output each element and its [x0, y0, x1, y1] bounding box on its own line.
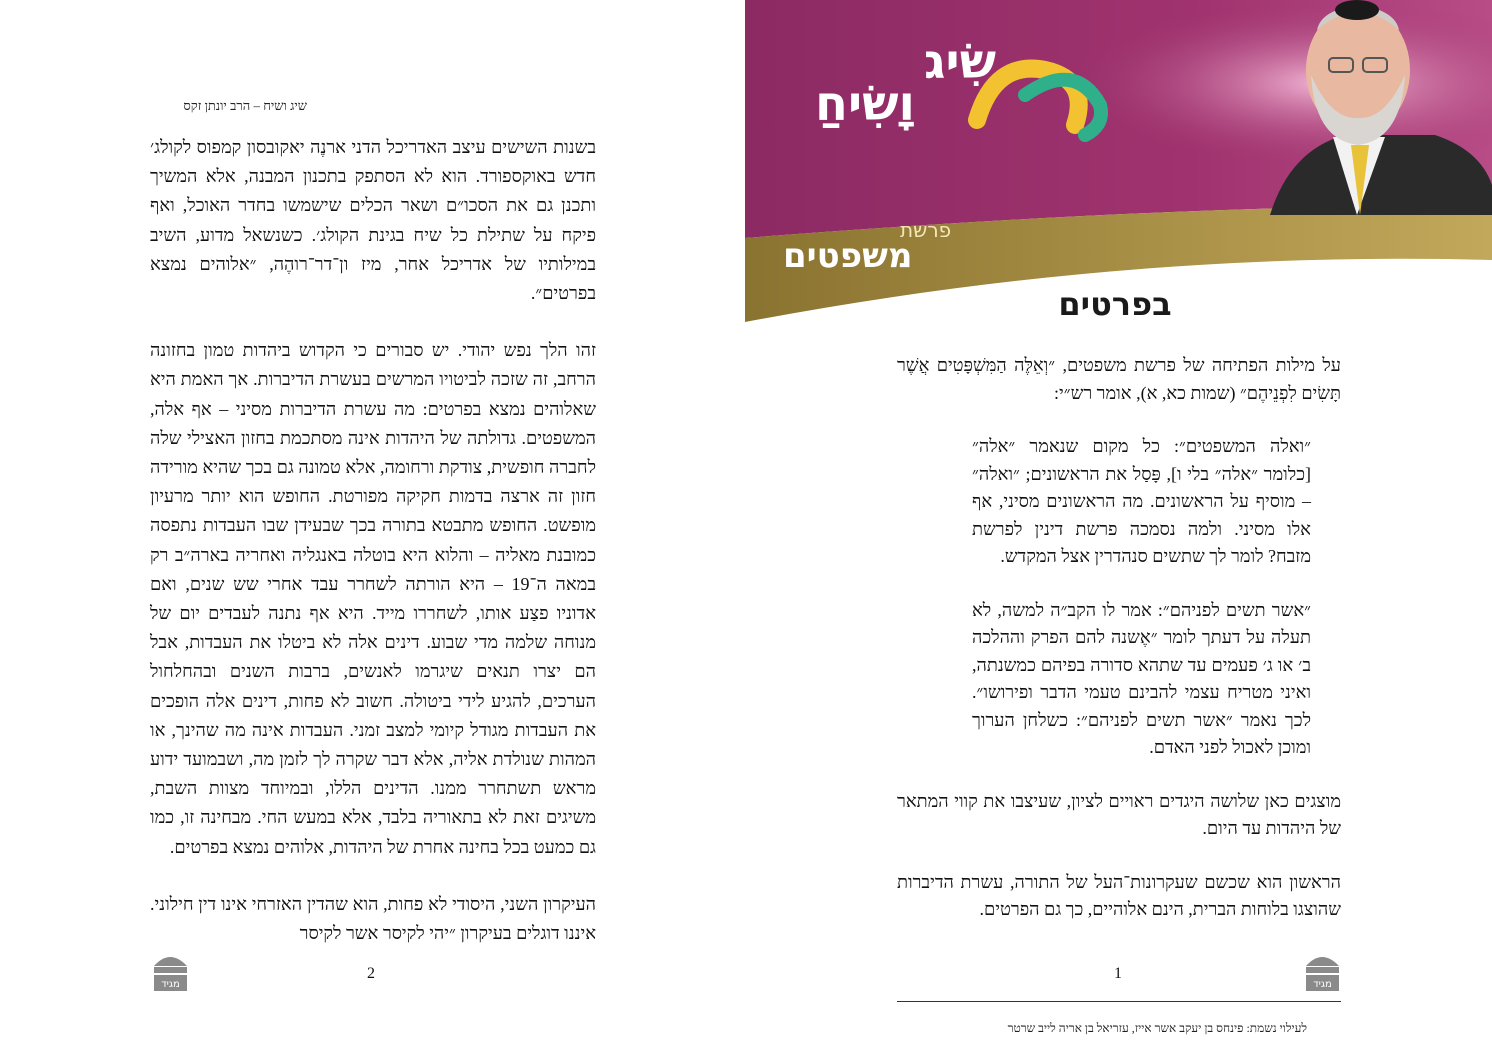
- logo-line2: וָשִׂיחַ: [815, 76, 915, 132]
- logo-text: מגיד: [1313, 979, 1332, 990]
- right-page-body: [897, 352, 1341, 950]
- footer-divider: [897, 1001, 1341, 1002]
- left-paragraph-2: זהו הלך נפש יהודי. יש סבורים כי הקדוש ביהדות טמון בחזונה הרחב, זה שזכה לביטויו המרשים בעשרת הדיברות. אך האמת היא שאלוהים נמצא בפרטים: מה עשרת הדיברות מסיני – אף אלה, המשפטים. גדולתה של היהדות אינה מסתכמת בחזון האצילי שלה לחברה חופשית, צודקת ורחומה, אלא טמונה גם בכך שהיא מורידה חזון זה ארצה בדמות חקיקה מפורטת. החופש הוא יותר מרעיון מופשט. החופש מתבטא בתורה בכך שבעידן שבו העבדות נתפסה כמובנת מאליה – והלוא היא בוטלה באנגליה ואחריה בארה״ב רק במאה ה־19 – היא הורתה לשחרר עבד אחרי שש שנים, ואם אדוניו פצַע אותו, לשחררו מייד. היא אף נתנה לעבדים יום של מנוחה שלמה מדי שבוע. דינים אלה לא ביטלו את העבדות, אבל הם יצרו תנאים שיגרמו לאנשים, ברבות השנים ובהחלחול הערכים, להגיע לידי ביטולה. חשוב לא פחות, דינים אלה הופכים את העבדות מגודל קיומי למצב זמני. העבדות אינה מה שהינך, או המהות שנולדת אליה, אלא דבר שקרה לך לזמן מה, ושבמועד ידוע מראש תשתחרר ממנו. הדינים הללו, ובמיוחד מצוות השבת, משיגים זאת לא בתאוריה בלבד, אלא במעש החי. מבחינה זו, כמו גם כמעט בכל בחינה אחרת של היהדות, אלוהים נמצא בפרטים.: [150, 340, 596, 857]
- logo-line1: שִׂיג: [924, 34, 996, 90]
- parsha-label: פרשת: [900, 218, 952, 242]
- dedication-note: לעילוי נשמת: פינחס בן יעקב אשר אייז, עזריאל בן אריה לייב שרטר: [1007, 1021, 1307, 1035]
- parsha-name: משפטים: [783, 236, 913, 276]
- rashi-quote-1: ״ואלה המשפטים״: כל מקום שנאמר ״אלה״ [כלומר ״אלה״ בלי ו], פָּסַל את הראשונים; ״ואלה״ – מוסיף על הראשונים. מה הראשונים מסיני, אף אלו מסיני. ולמה נסמכה פרשת דינין לפרשת מזבח? לומר לך שתשים סנהדרין אצל המקדש.: [972, 436, 1311, 566]
- page-title: בפרטים: [1058, 285, 1172, 323]
- right-page: [745, 0, 1492, 1058]
- left-page: [0, 0, 745, 1058]
- left-paragraph-1: בשנות השישים עיצב האדריכל הדני ארנֶה יאקובסון קמפוס לקולג׳ חדש באוקספורד. הוא לא הסתפק בתכנון המבנה, אלא המשיך ותכנן גם את הסכו״ם ושאר הכלים שישמשו בחדר האוכל, ואף פיקח על שתילת כל שיח בגינת הקולג׳. כשנשאל מדוע, השיב במילותיו של אדריכל אחר, מיז ון־דר־רוהֶה, ״אלוהים נמצא בפרטים״.: [150, 137, 596, 304]
- rashi-quote-2: ״אשר תשים לפניהם״: אמר לו הקב״ה למשה, לא תעלה על דעתך לומר ״אֶשנה להם הפרק וההלכה ב׳ או ג׳ פעמים עד שתהא סדורה בפיהם כמשנתה, ואיני מטריח עצמי להבינם טעמי הדבר ופירושו״. לכך נאמר ״אשר תשים לפניהם״: כשלחן הערוך ומוכן לאכול לפני האדם.: [972, 599, 1311, 757]
- page-number: 2: [367, 965, 375, 982]
- logo-text: מגיד: [161, 979, 180, 990]
- right-paragraph-2: מוצגים כאן שלושה היגדים ראויים לציון, שעיצבו את קווי המתאר של היהדות עד היום.: [897, 790, 1341, 838]
- page-number: 1: [1114, 965, 1122, 982]
- left-page-body: [150, 133, 596, 976]
- left-paragraph-3: העיקרון השני, היסודי לא פחות, הוא שהדין האזרחי אינו דין חילוני. איננו דוגלים בעיקרון ״יהי לקיסר אשר לקיסר: [150, 893, 596, 944]
- maggid-logo: [152, 950, 189, 992]
- maggid-logo: [1304, 950, 1341, 992]
- right-paragraph-1: על מילות הפתיחה של פרשת משפטים, ״וְאֵלֶּה הַמִּשְׁפָּטִים אֲשֶׁר תָּשִׂים לִפְנֵיהֶם״ (שמות כא, א), אומר רש״י:: [897, 355, 1341, 403]
- right-paragraph-3: הראשון הוא שכשם שעקרונות־העל של התורה, עשרת הדיברות שהוצגו בלוחות הברית, הינם אלוהיים, כך גם הפרטים.: [897, 871, 1341, 919]
- running-head: שיג ושיח – הרב יונתן זקס: [183, 98, 307, 113]
